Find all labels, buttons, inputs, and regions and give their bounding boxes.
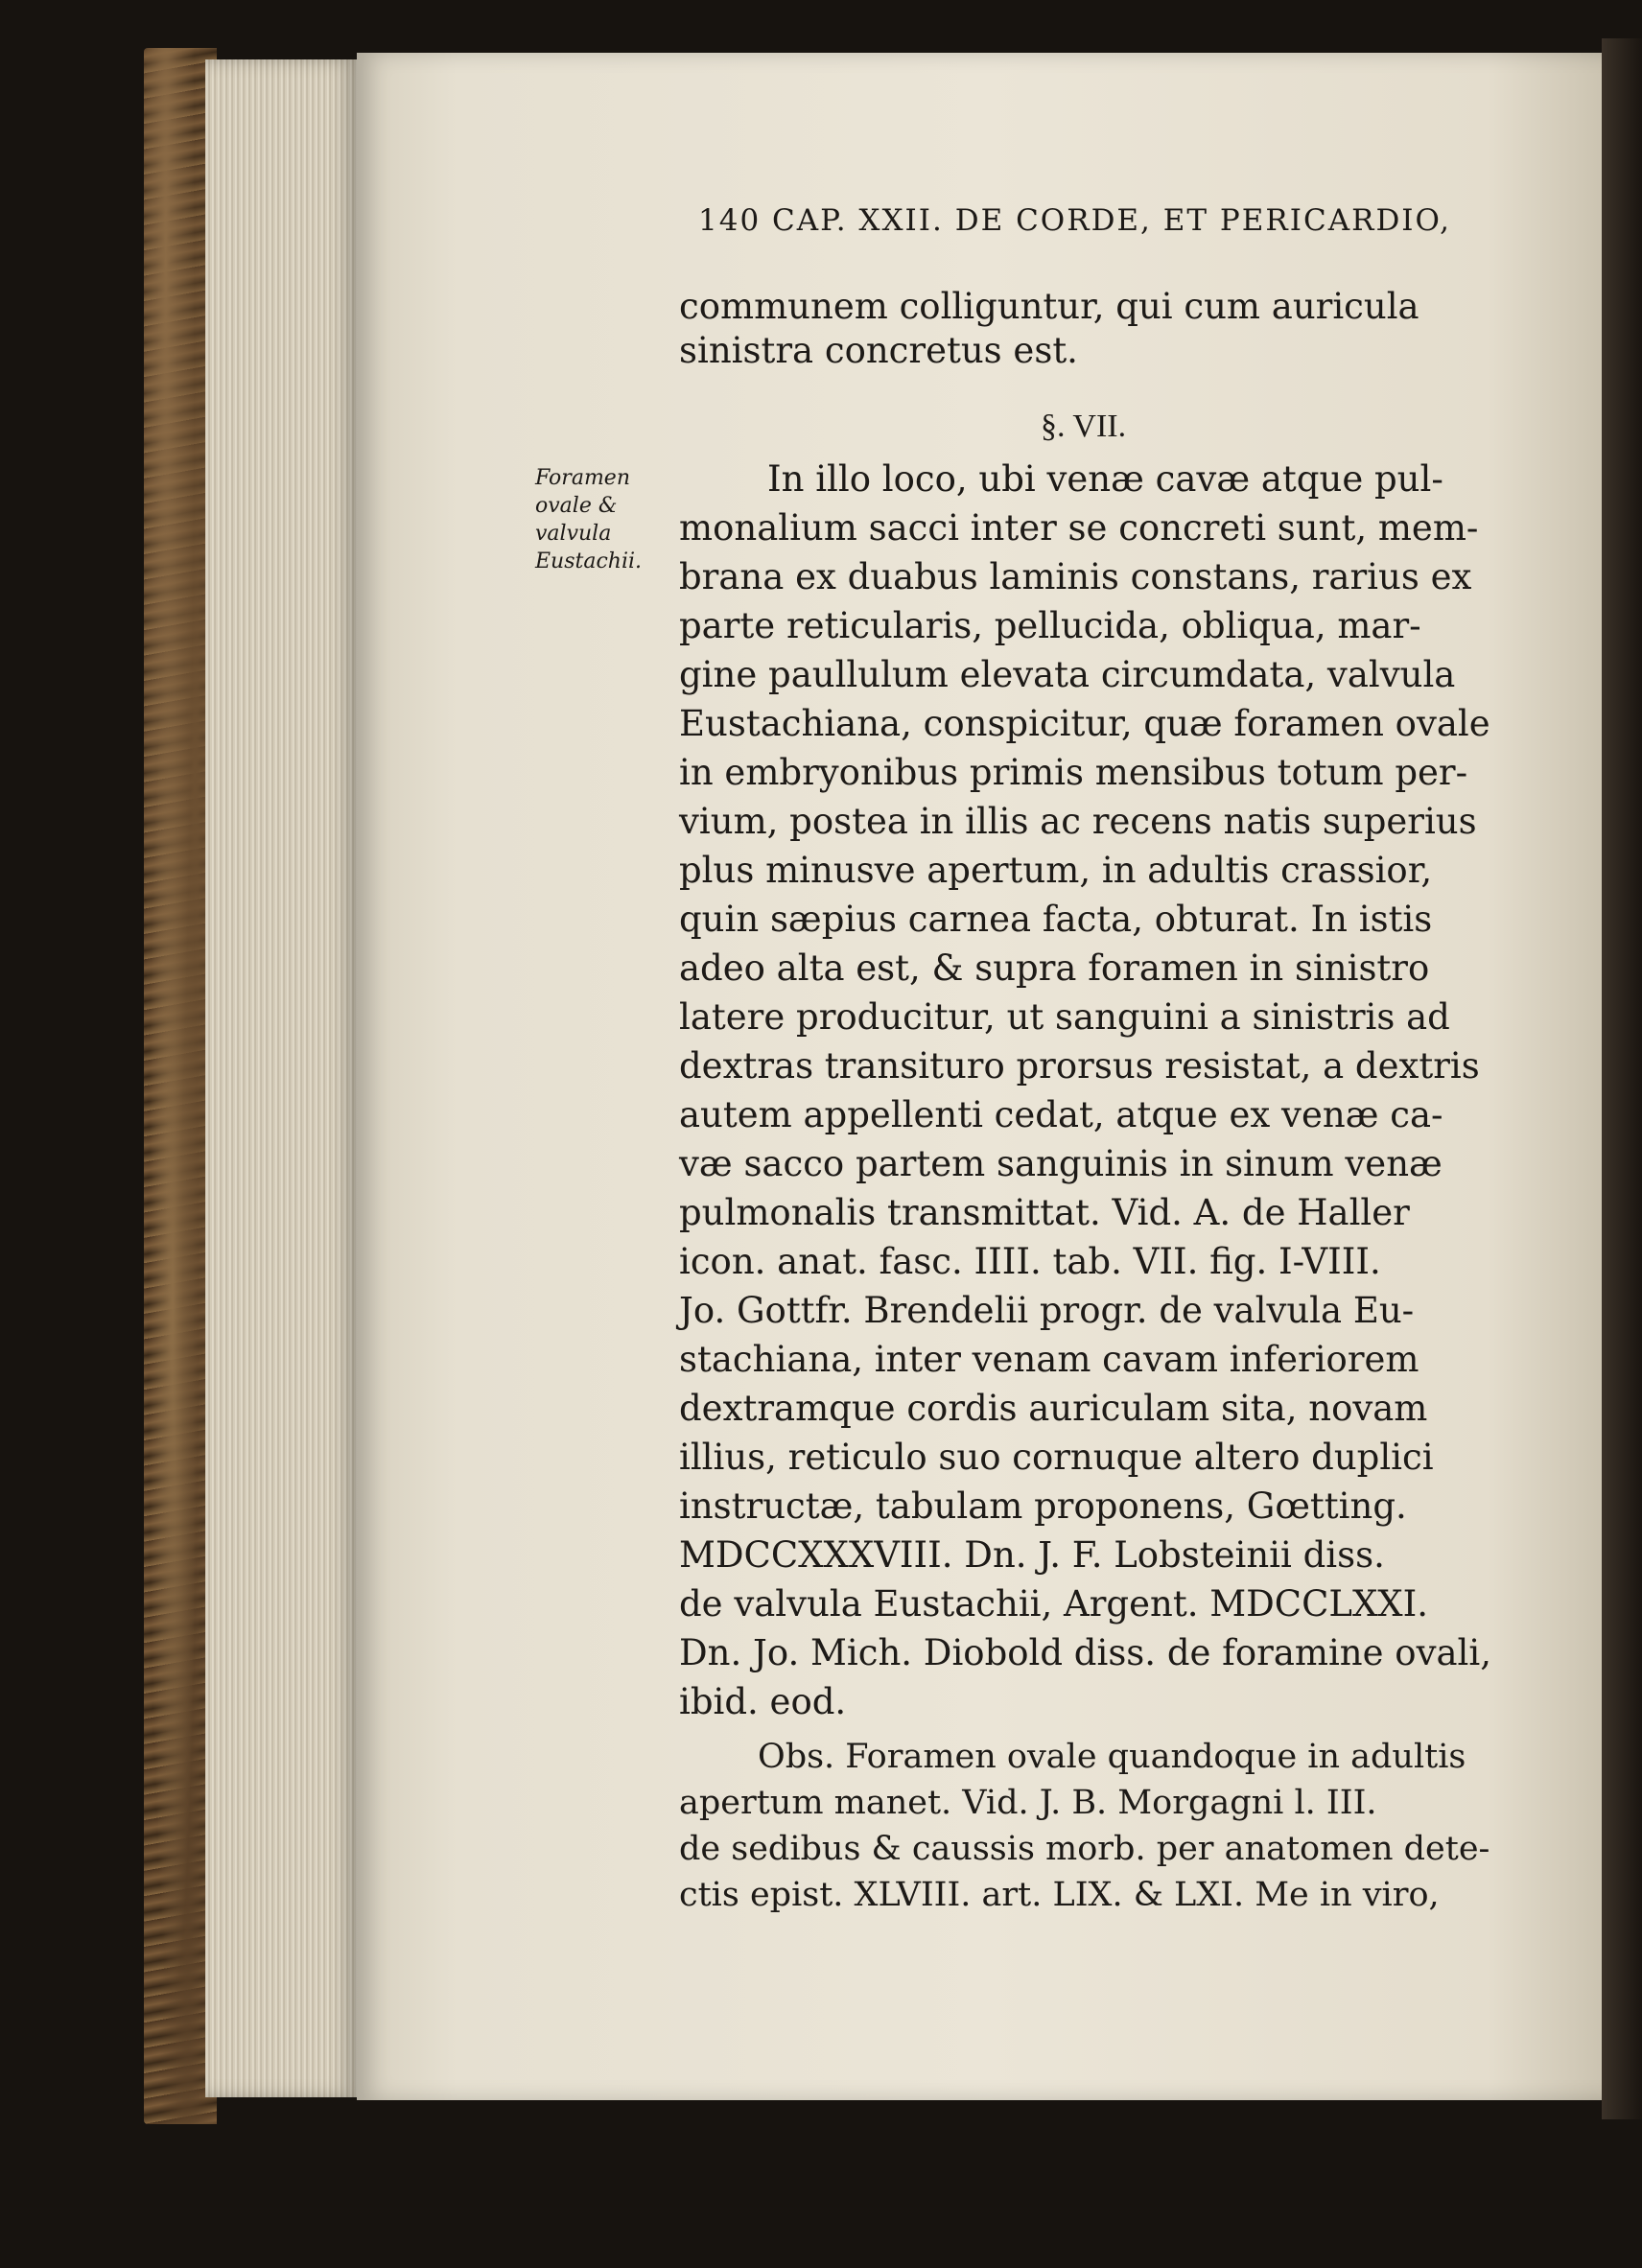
text-line: parte reticularis, pellucida, obliqua, mar-: [679, 605, 1421, 646]
text-line: in embryonibus primis mensibus totum per-: [679, 752, 1468, 793]
text-line: adeo alta est, & supra foramen in sinistro: [679, 947, 1430, 989]
text-line: dextras transituro prorsus resistat, a dextris: [679, 1045, 1480, 1087]
text-line: instructæ, tabulam proponens, Gœtting.: [679, 1485, 1407, 1527]
text-line: apertum manet. Vid. J. B. Morgagni l. III.: [679, 1784, 1377, 1822]
running-head: 140 CAP. XXII. DE CORDE, ET PERICARDIO,: [698, 203, 1451, 238]
marginal-line: Foramen: [535, 466, 630, 490]
marginal-note: [535, 464, 669, 575]
text-line: ibid. eod.: [679, 1681, 847, 1722]
text-line: brana ex duabus laminis constans, rarius ex: [679, 556, 1472, 597]
text-line: Jo. Gottfr. Brendelii progr. de valvula Eu-: [679, 1290, 1415, 1331]
text-line: stachiana, inter venam cavam inferiorem: [679, 1339, 1419, 1380]
text-line: In illo loco, ubi venæ cavæ atque pul-: [767, 458, 1443, 500]
text-line: de sedibus & caussis morb. per anatomen dete-: [679, 1830, 1490, 1868]
page-edges: [205, 59, 359, 2097]
text-line: Obs. Foramen ovale quandoque in adultis: [758, 1738, 1466, 1776]
text-line: de valvula Eustachii, Argent. MDCCLXXI.: [679, 1583, 1429, 1625]
marginal-line: Eustachii.: [535, 549, 643, 573]
text-line: monalium sacci inter se concreti sunt, mem-: [679, 507, 1479, 549]
text-line: MDCCXXXVIII. Dn. J. F. Lobsteinii diss.: [679, 1534, 1385, 1576]
text-line: gine paullulum elevata circumdata, valvula: [679, 654, 1456, 695]
text-line: plus minusve apertum, in adultis crassior,: [679, 850, 1433, 891]
text-line: Eustachiana, conspicitur, quæ foramen ovale: [679, 703, 1490, 744]
gutter-shadow: [1602, 38, 1642, 2119]
text-line: væ sacco partem sanguinis in sinum venæ: [679, 1143, 1443, 1184]
text-line: quin sæpius carnea facta, obturat. In istis: [679, 899, 1433, 940]
marginal-line: ovale &: [535, 494, 618, 518]
text-line: latere producitur, ut sanguini a sinistris ad: [679, 996, 1450, 1038]
text-line: illius, reticulo suo cornuque altero duplici: [679, 1437, 1434, 1478]
text-line: communem colliguntur, qui cum auricula: [679, 286, 1419, 327]
text-line: Dn. Jo. Mich. Diobold diss. de foramine ovali,: [679, 1632, 1491, 1673]
text-line: ctis epist. XLVIII. art. LIX. & LXI. Me in viro,: [679, 1876, 1440, 1914]
text-line: pulmonalis transmittat. Vid. A. de Haller: [679, 1192, 1410, 1233]
text-line: autem appellenti cedat, atque ex venæ ca-: [679, 1094, 1443, 1135]
marginal-line: valvula: [535, 522, 612, 546]
text-line: icon. anat. fasc. IIII. tab. VII. fig. I-VIII.: [679, 1241, 1381, 1282]
text-line: vium, postea in illis ac recens natis superius: [679, 801, 1477, 842]
text-line: sinistra concretus est.: [679, 330, 1078, 371]
section-heading: §. VII.: [1041, 409, 1127, 444]
text-line: dextramque cordis auriculam sita, novam: [679, 1388, 1428, 1429]
